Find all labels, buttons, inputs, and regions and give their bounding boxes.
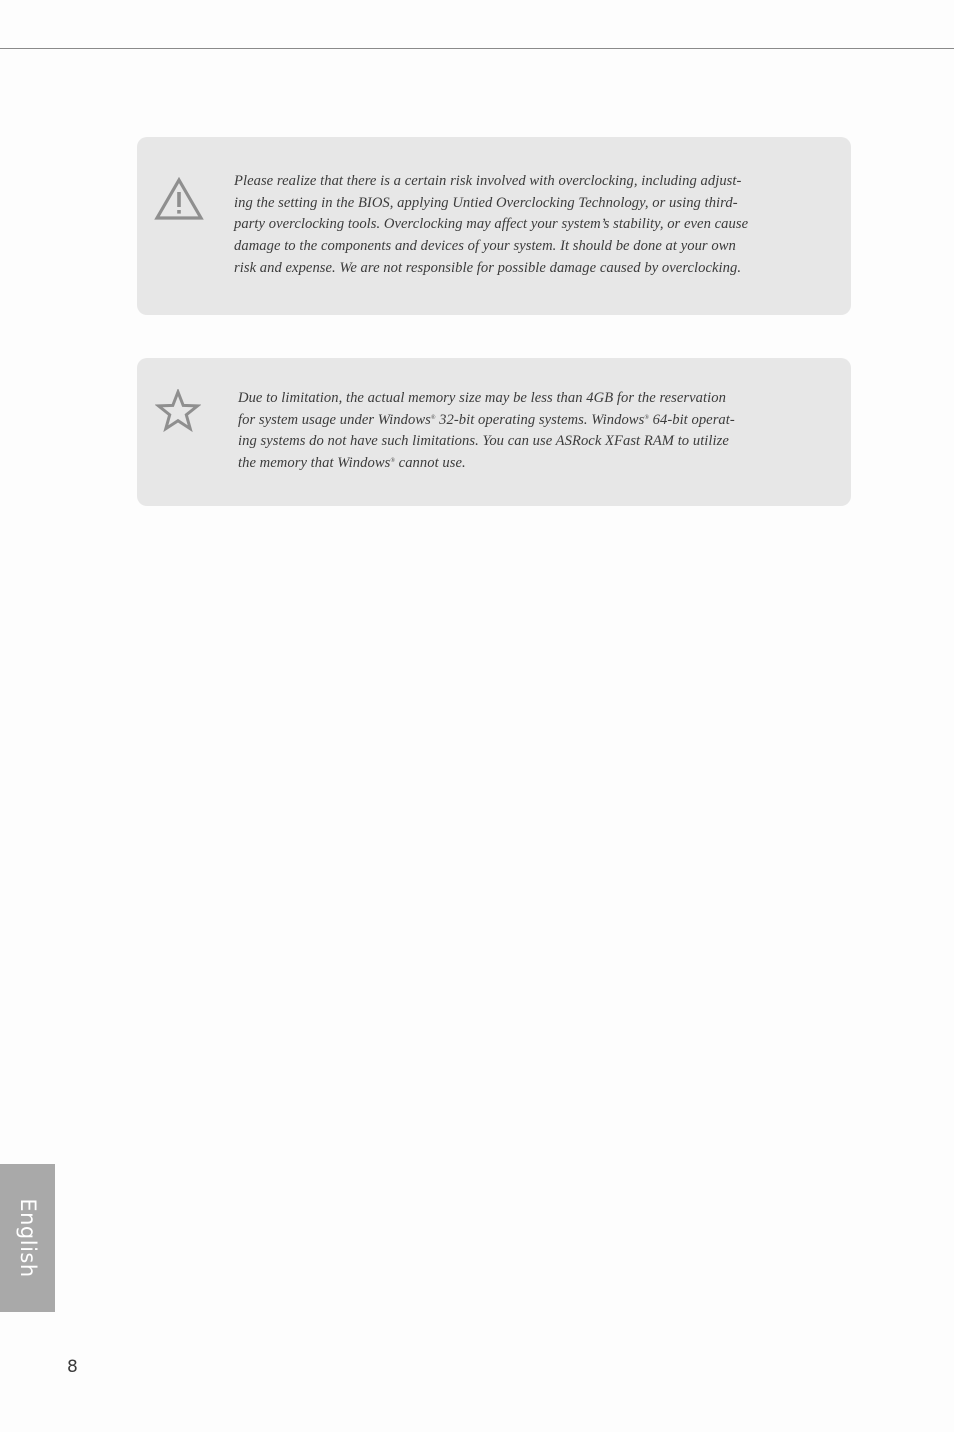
info-note-fragment: the memory that Windows — [238, 455, 391, 472]
warning-note-line: Please realize that there is a certain risk involved with overclocking, including adjust- — [234, 173, 742, 189]
language-tab — [0, 1164, 55, 1312]
warning-note-line: risk and expense. We are not responsible for possible damage caused by overclocking. — [234, 259, 742, 276]
registered-mark: ® — [644, 414, 649, 421]
info-note-line: Due to limitation, the actual memory size may be less than 4GB for the reservation — [238, 390, 726, 406]
registered-mark: ® — [430, 414, 436, 421]
info-note-line: ing systems do not have such limitations. You can use ASRock XFast RAM to utilize — [238, 433, 729, 450]
info-note-text — [238, 388, 798, 475]
info-note-fragment: 64-bit operat- — [648, 411, 735, 428]
info-note-line — [238, 410, 798, 432]
info-note-fragment: for system usage under Windows — [238, 411, 431, 428]
warning-note-line: damage to the components and devices of your system. It should be done at your own — [234, 238, 736, 255]
info-note-fragment: cannot use. — [394, 455, 466, 472]
registered-mark: ® — [390, 458, 395, 465]
info-note — [137, 358, 851, 506]
info-note-fragment: 32-bit operating systems. Windows — [435, 411, 645, 428]
warning-triangle-icon — [154, 177, 204, 221]
warning-note-line: party overclocking tools. Overclocking may affect your system’s stability, or even cause — [234, 216, 749, 233]
warning-note-line: ing the setting in the BIOS, applying Untied Overclocking Technology, or using third- — [234, 194, 738, 211]
info-note-line — [238, 453, 798, 475]
star-icon — [155, 389, 201, 433]
language-tab-label: English — [15, 1198, 40, 1278]
warning-note — [137, 137, 851, 315]
warning-note-text — [234, 171, 794, 280]
header-rule — [0, 48, 954, 49]
page-number: 8 — [67, 1357, 78, 1377]
